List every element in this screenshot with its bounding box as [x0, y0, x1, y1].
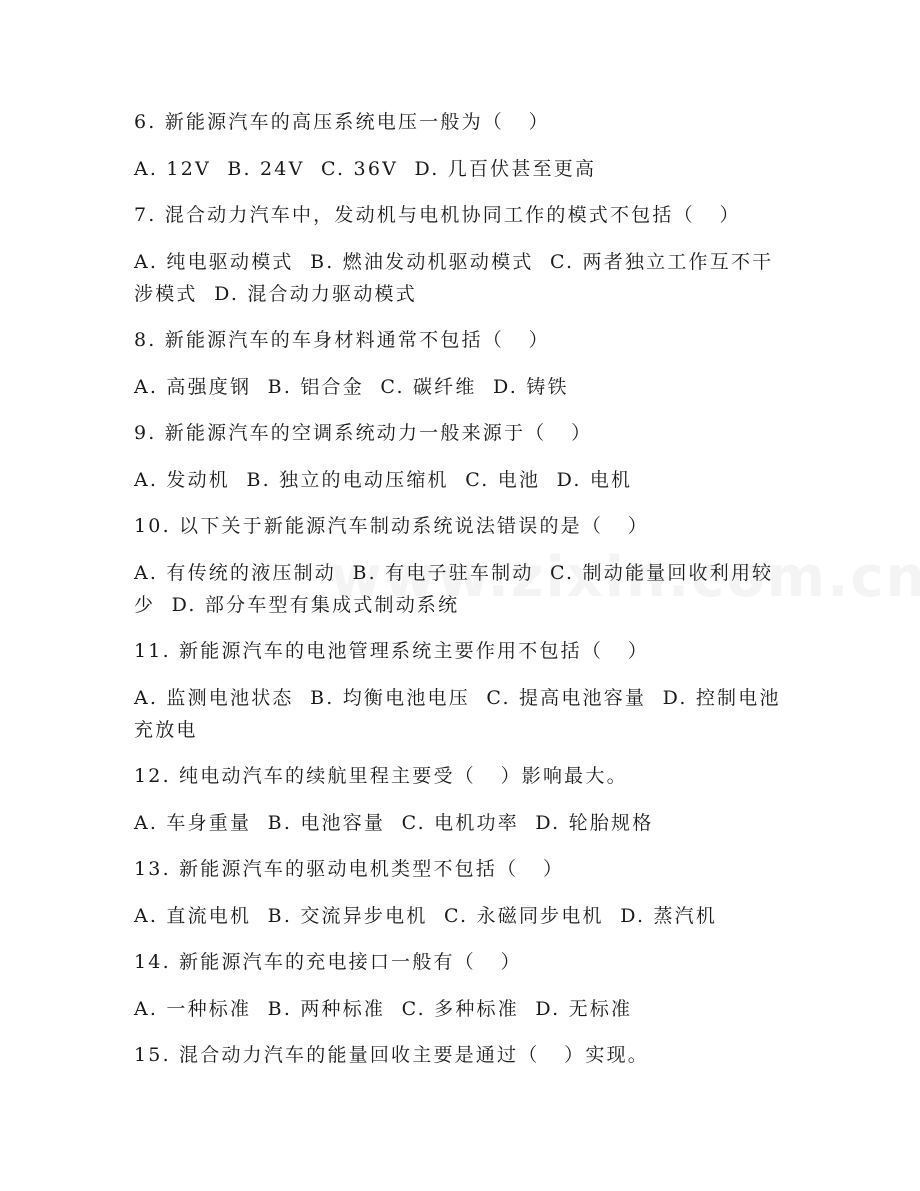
question-stem: 14. 新能源汽车的充电接口一般有（ ）: [134, 951, 522, 973]
question-stem: 7. 混合动力汽车中，发动机与电机协同工作的模式不包括（ ）: [134, 204, 741, 226]
question-stem: 6. 新能源汽车的高压系统电压一般为（ ）: [134, 111, 550, 133]
document-page: [134, 106, 784, 1086]
question-stem: 10. 以下关于新能源汽车制动系统说法错误的是（ ）: [134, 515, 649, 537]
question-options: A. 一种标准 B. 两种标准 C. 多种标准 D. 无标准: [134, 998, 633, 1020]
question-stem: 15. 混合动力汽车的能量回收主要是通过（ ）实现。: [134, 1044, 649, 1066]
question-9: [134, 417, 784, 496]
question-stem: 12. 纯电动汽车的续航里程主要受（ ）影响最大。: [134, 765, 628, 787]
question-6: [134, 106, 784, 185]
question-11: [134, 635, 784, 746]
question-options: A. 直流电机 B. 交流异步电机 C. 永磁同步电机 D. 蒸汽机: [134, 905, 718, 927]
question-14: [134, 946, 784, 1025]
question-10: [134, 510, 784, 621]
question-stem: 8. 新能源汽车的车身材料通常不包括（ ）: [134, 329, 550, 351]
question-options: A. 高强度钢 B. 铝合金 C. 碳纤维 D. 铸铁: [134, 376, 569, 398]
question-stem: 9. 新能源汽车的空调系统动力一般来源于（ ）: [134, 422, 593, 444]
question-options: A. 车身重量 B. 电池容量 C. 电机功率 D. 轮胎规格: [134, 812, 654, 834]
question-options: A. 纯电驱动模式 B. 燃油发动机驱动模式 C. 两者独立工作互不干涉模式 D. 混合动力驱动模式: [134, 251, 774, 305]
question-stem: 13. 新能源汽车的驱动电机类型不包括（ ）: [134, 858, 565, 880]
question-options: A. 有传统的液压制动 B. 有电子驻车制动 C. 制动能量回收利用较少 D. 部分车型有集成式制动系统: [134, 562, 774, 616]
question-8: [134, 324, 784, 403]
question-13: [134, 853, 784, 932]
question-options: A. 监测电池状态 B. 均衡电池电压 C. 提高电池容量 D. 控制电池充放电: [134, 687, 781, 741]
question-options: A. 12V B. 24V C. 36V D. 几百伏甚至更高: [134, 158, 597, 180]
question-12: [134, 760, 784, 839]
question-7: [134, 199, 784, 310]
question-15: [134, 1039, 784, 1071]
question-stem: 11. 新能源汽车的电池管理系统主要作用不包括（ ）: [134, 640, 649, 662]
question-options: A. 发动机 B. 独立的电动压缩机 C. 电池 D. 电机: [134, 469, 633, 491]
